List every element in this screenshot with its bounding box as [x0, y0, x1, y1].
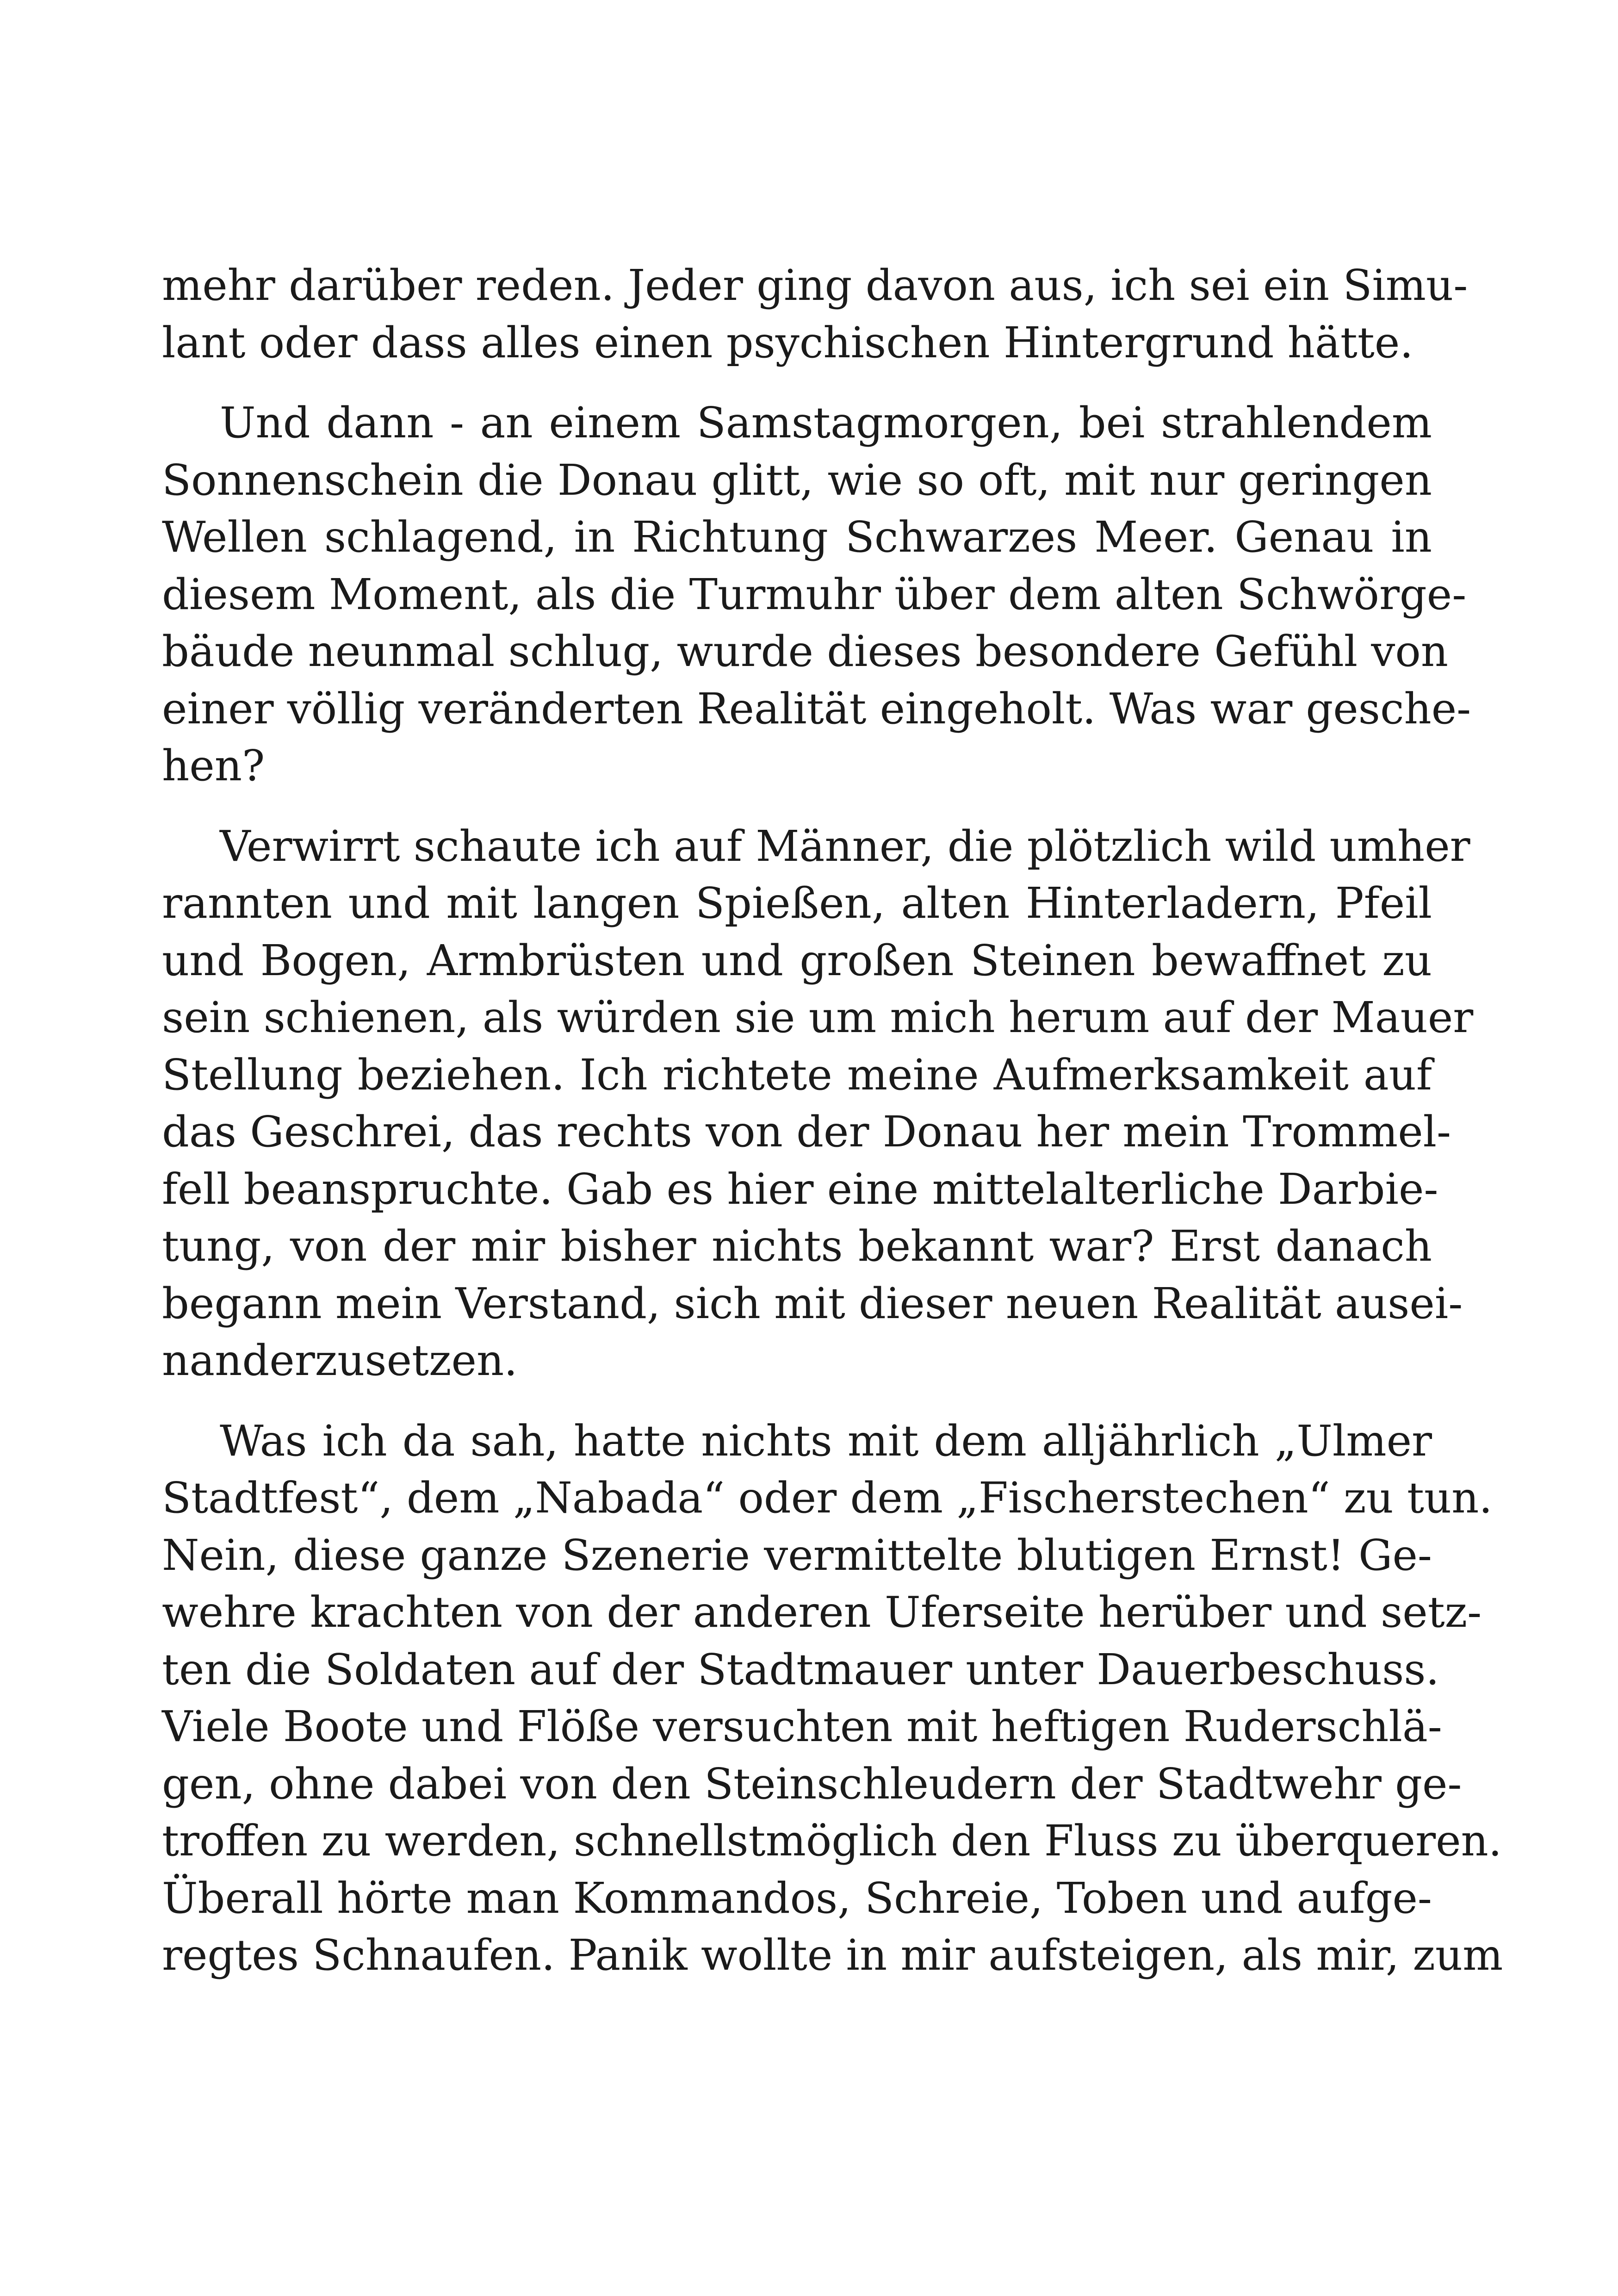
text-line: diesem Moment, als die Turmuhr über dem alten Schwörge-	[162, 569, 1467, 619]
paragraph	[162, 257, 1468, 371]
paragraph	[162, 1412, 1503, 1984]
paragraph	[162, 394, 1471, 795]
text-line: Stellung beziehen. Ich richtete meine Aufmerksamkeit auf	[162, 1050, 1432, 1100]
text-line: fell beanspruchte. Gab es hier eine mittelalterliche Darbie-	[162, 1164, 1438, 1214]
text-line: das Geschrei, das rechts von der Donau her mein Trommel-	[162, 1107, 1451, 1157]
text-line: einer völlig veränderten Realität eingeholt. Was war gesche-	[162, 684, 1471, 734]
paragraph-gap	[162, 371, 1432, 394]
text-line: ten die Soldaten auf der Stadtmauer unter Dauerbeschuss.	[162, 1644, 1439, 1694]
text-line: sein schienen, als würden sie um mich herum auf der Mauer	[162, 993, 1474, 1042]
text-line: und Bogen, Armbrüsten und großen Steinen bewaffnet zu	[162, 935, 1432, 985]
text-line: Was ich da sah, hatte nichts mit dem alljährlich „Ulmer	[220, 1416, 1432, 1466]
paragraph	[162, 818, 1474, 1389]
text-line: mehr darüber reden. Jeder ging davon aus, ich sei ein Simu-	[162, 261, 1468, 310]
text-line: gen, ohne dabei von den Steinschleudern der Stadtwehr ge-	[162, 1759, 1462, 1809]
paragraph-gap	[162, 795, 1432, 818]
text-line: Wellen schlagend, in Richtung Schwarzes Meer. Genau in	[162, 512, 1432, 562]
text-line: tung, von der mir bisher nichts bekannt war? Erst danach	[162, 1221, 1432, 1271]
text-line: troffen zu werden, schnellstmöglich den Fluss zu überqueren.	[162, 1816, 1502, 1866]
text-line: Viele Boote und Flöße versuchten mit heftigen Ruderschlä-	[162, 1702, 1442, 1751]
text-line: hen?	[162, 741, 265, 790]
text-line: begann mein Verstand, sich mit dieser neuen Realität ausei-	[162, 1278, 1463, 1328]
text-line: wehre krachten von der anderen Uferseite herüber und setz-	[162, 1587, 1482, 1637]
text-line: Und dann - an einem Samstagmorgen, bei strahlendem	[220, 398, 1432, 448]
text-line: bäude neunmal schlug, wurde dieses besondere Gefühl von	[162, 627, 1448, 676]
paragraph-gap	[162, 1389, 1432, 1412]
text-line: Verwirrt schaute ich auf Männer, die plötzlich wild umher	[220, 821, 1470, 871]
text-line: nanderzusetzen.	[162, 1336, 518, 1385]
text-line: rannten und mit langen Spießen, alten Hinterladern, Pfeil	[162, 878, 1432, 928]
text-line: Überall hörte man Kommandos, Schreie, Toben und aufge-	[162, 1873, 1432, 1923]
text-line: Stadtfest“, dem „Nabada“ oder dem „Fischerstechen“ zu tun.	[162, 1473, 1493, 1523]
text-line: lant oder dass alles einen psychischen Hintergrund hätte.	[162, 317, 1413, 367]
text-line: Nein, diese ganze Szenerie vermittelte blutigen Ernst! Ge-	[162, 1530, 1432, 1580]
text-line: Sonnenschein die Donau glitt, wie so oft, mit nur geringen	[162, 455, 1432, 505]
text-line: regtes Schnaufen. Panik wollte in mir aufsteigen, als mir, zum	[162, 1930, 1503, 1980]
body-text	[162, 257, 1503, 1984]
